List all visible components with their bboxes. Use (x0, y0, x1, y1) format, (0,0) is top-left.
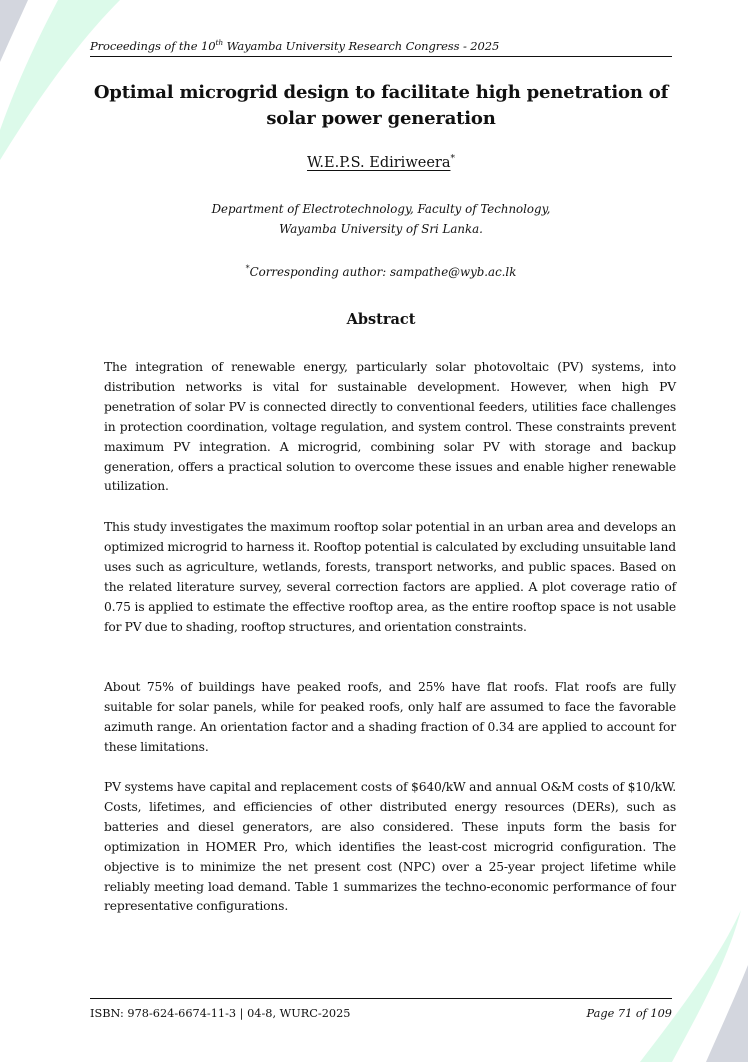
running-head (90, 38, 672, 57)
author-corresponding-mark: * (450, 154, 455, 164)
author-name: W.E.P.S. Ediriweera (307, 154, 451, 171)
abstract-paragraph: PV systems have capital and replacement costs of $640/kW and annual O&M costs of $10/kW. Costs, lifetimes, and efficiencies of other distributed energy resources (DERs), such as batteries and diesel generators, are also considered. These inputs form the basis for optimization in HOMER Pro, which identifies the least-cost microgrid configuration. The objective is to minimize the net present cost (NPC) over a 25-year project lifetime while reliably meeting load demand. Table 1 summarizes the techno-economic performance of four representative configurations. (104, 780, 676, 914)
footer-isbn: ISBN: 978-624-6674-11-3 | 04-8, WURC-2025 (90, 1007, 351, 1020)
affiliation-line-2: Wayamba University of Sri Lanka. (279, 222, 483, 236)
running-head-post: Wayamba University Research Congress - 2025 (223, 38, 500, 53)
running-head-pre: Proceedings of the 10 (90, 38, 216, 53)
abstract-paragraph: About 75% of buildings have peaked roofs, and 25% have flat roofs. Flat roofs are fully suitable for solar panels, while for peaked roofs, only half are assumed to face the favorable azimuth range. An orientation factor and a shading fraction of 0.34 are applied to account for these limitations. (104, 680, 676, 754)
corresponding-mark: * (245, 264, 250, 273)
abstract-paragraph: The integration of renewable energy, particularly solar photovoltaic (PV) systems, into distribution networks is vital for sustainable development. However, when high PV penetration of solar PV is connected directly to conventional feeders, utilities face challenges in protection coordination, voltage regulation, and system control. These constraints prevent maximum PV integration. A microgrid, combining solar PV with storage and backup generation, offers a practical solution to overcome these issues and enable higher renewable utilization. (104, 360, 676, 494)
footer-page-number: Page 71 of 109 (586, 1007, 672, 1020)
abstract-heading: Abstract (346, 311, 416, 328)
affiliation (90, 199, 672, 239)
paper-title (90, 80, 672, 132)
corresponding-author-text: Corresponding author: sampathe@wyb.ac.lk (249, 264, 517, 279)
corresponding-author (90, 264, 672, 279)
affiliation-line-1: Department of Electrotechnology, Faculty of Technology, (211, 202, 551, 216)
footer-divider (90, 998, 672, 999)
title-line-2: solar power generation (266, 108, 496, 129)
running-head-ordinal: th (215, 38, 224, 47)
abstract-paragraph: This study investigates the maximum rooftop solar potential in an urban area and develops an optimized microgrid to harness it. Rooftop potential is calculated by excluding unsuitable land uses such as agriculture, wetlands, forests, transport networks, and public spaces. Based on the related literature survey, several correction factors are applied. A plot coverage ratio of 0.75 is applied to estimate the effective rooftop area, as the entire rooftop space is not usable for PV due to shading, rooftop structures, and orientation constraints. (104, 520, 676, 634)
title-line-1: Optimal microgrid design to facilitate high penetration of (93, 82, 669, 103)
author-line (90, 154, 672, 171)
